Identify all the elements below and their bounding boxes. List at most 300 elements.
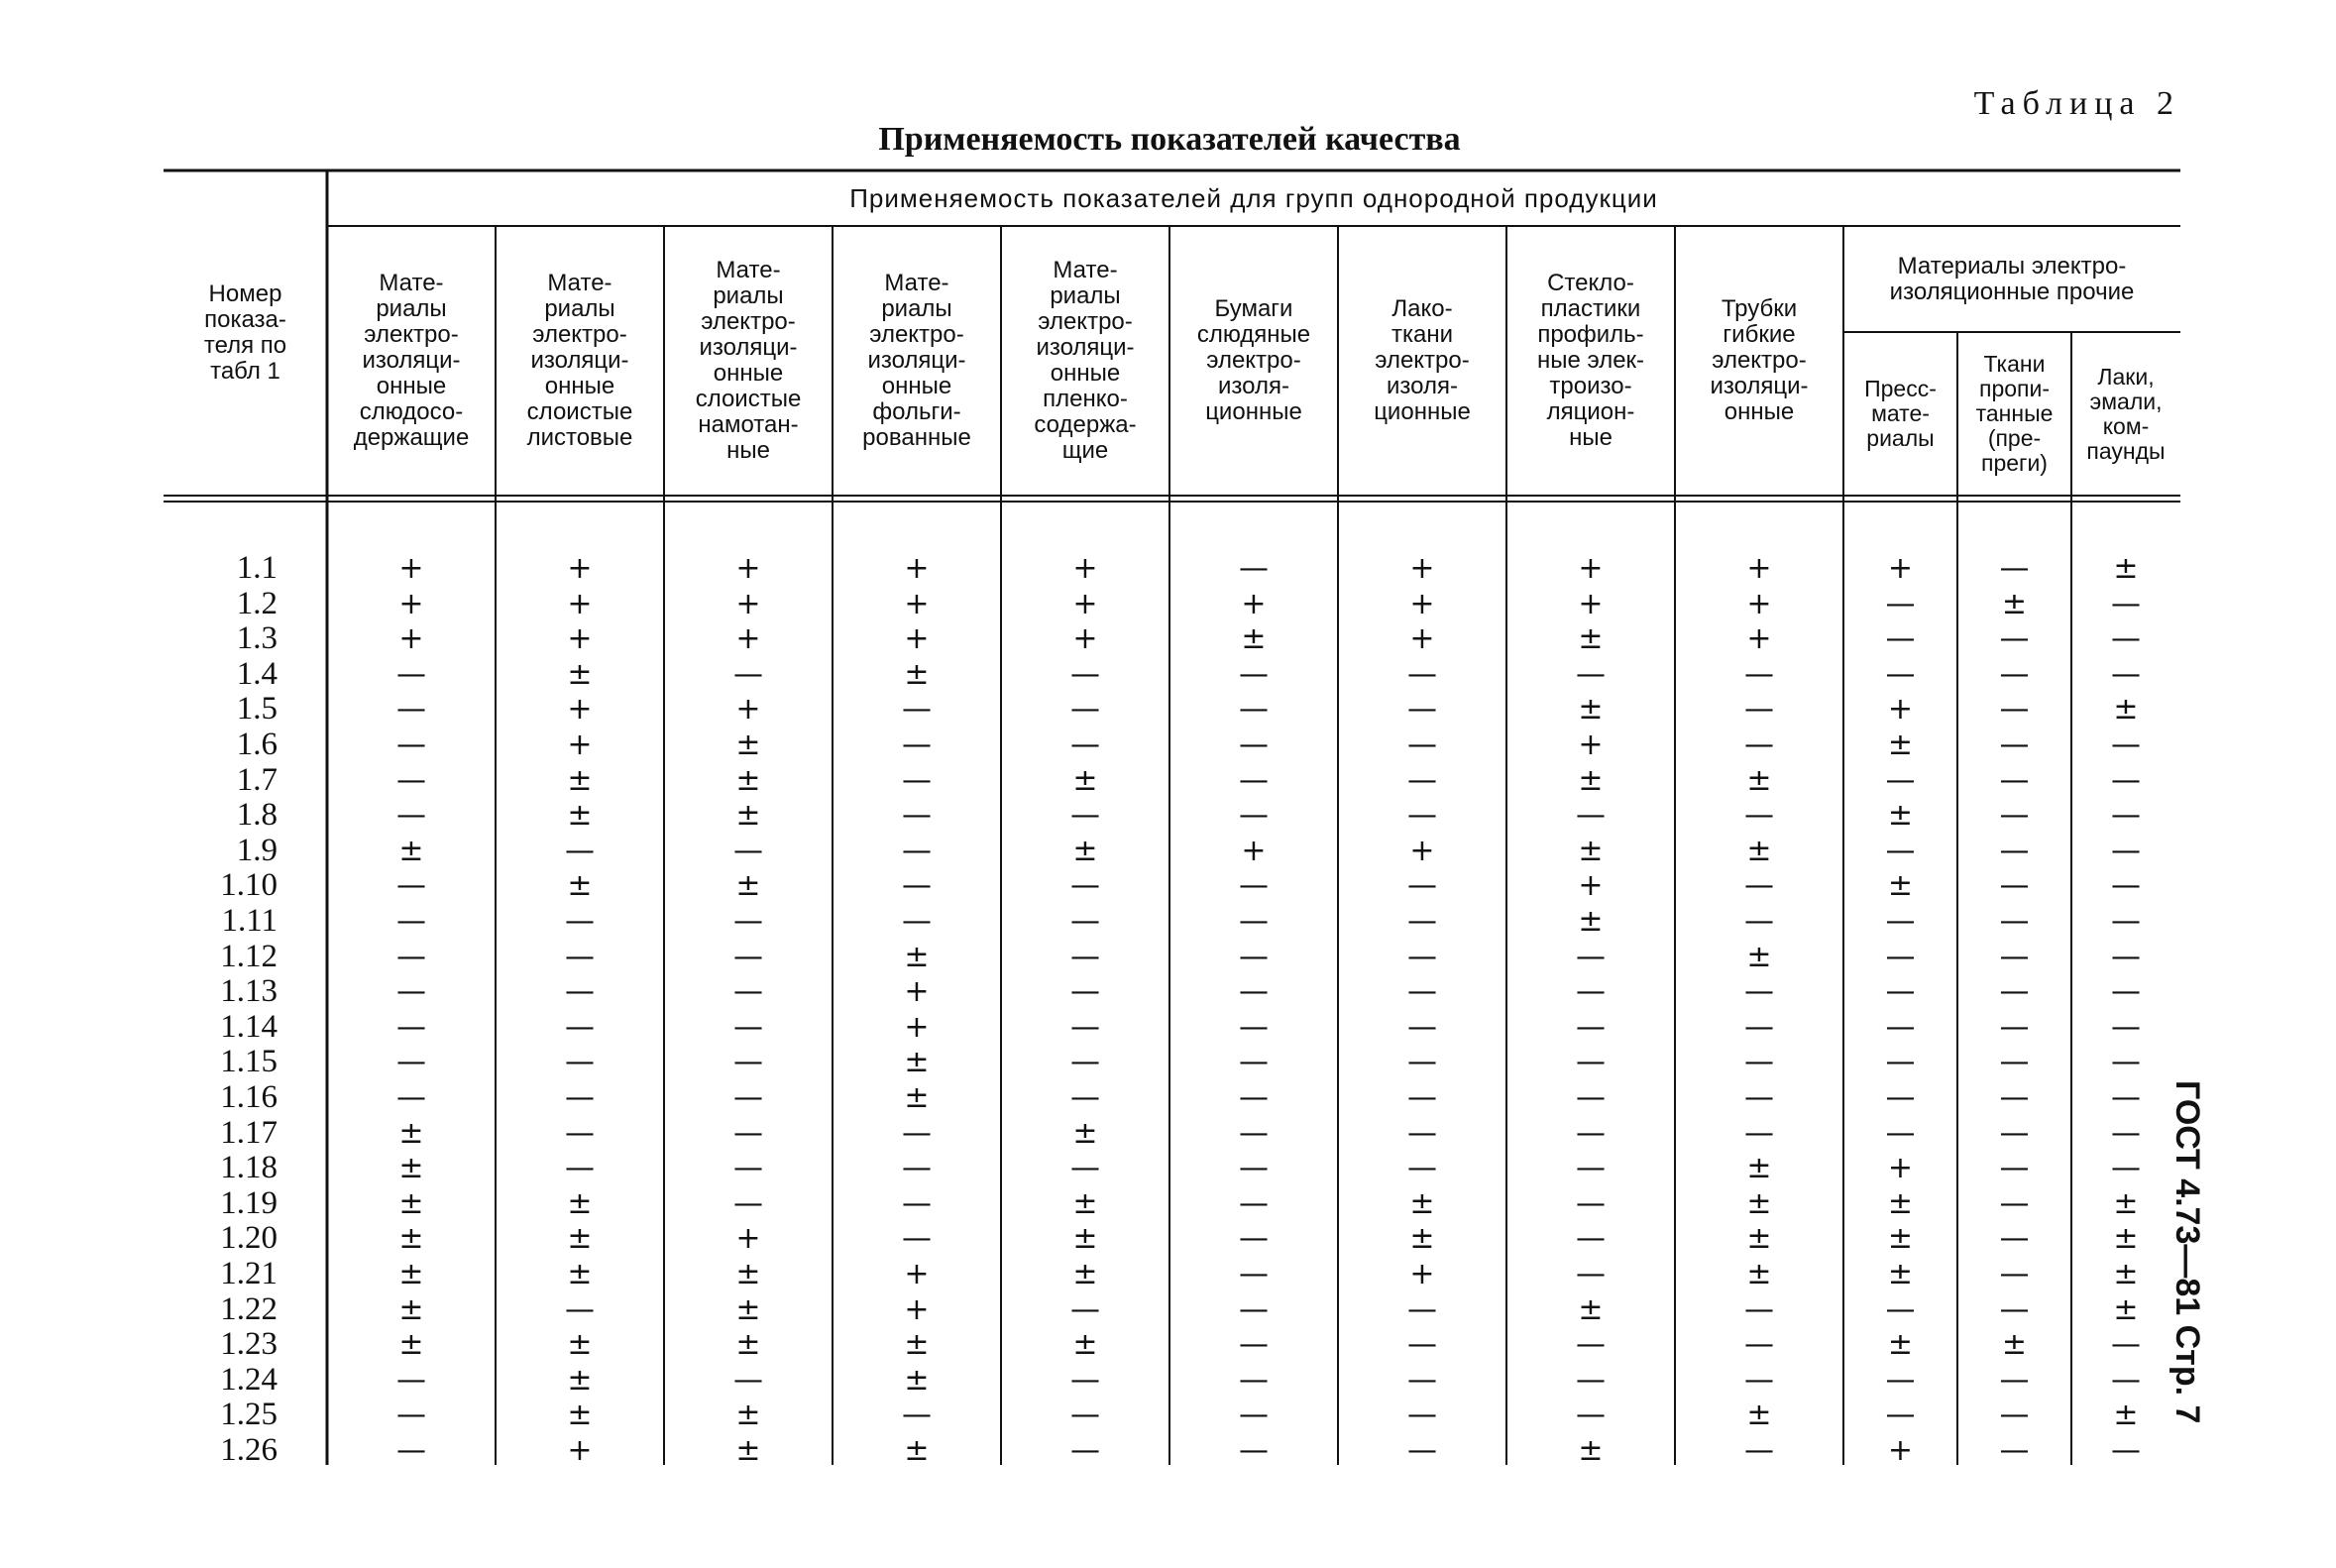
applicability-cell: — xyxy=(1070,1045,1100,1080)
applicability-cell: ± xyxy=(1578,904,1604,939)
applicability-cell: — xyxy=(1239,1080,1269,1115)
applicability-cell: + xyxy=(1072,551,1098,586)
applicability-cell: — xyxy=(1885,586,1916,621)
applicability-cell: — xyxy=(396,798,426,834)
applicability-cell: + xyxy=(1072,586,1098,621)
applicability-cell: — xyxy=(1070,868,1100,904)
applicability-cell: — xyxy=(2111,728,2141,762)
applicability-cell: — xyxy=(1999,833,2030,868)
applicability-cell: ± xyxy=(1746,1221,1772,1257)
applicability-cell: ± xyxy=(1887,798,1914,834)
header-column-12: Лаки, эмали, ком- паунды xyxy=(2086,363,2166,464)
row-indicator-number: 1.14 xyxy=(220,1008,278,1045)
applicability-cell: + xyxy=(904,551,930,586)
applicability-cell: — xyxy=(1744,904,1774,939)
applicability-cell: — xyxy=(396,692,426,728)
row-indicator-number: 1.2 xyxy=(236,585,278,621)
applicability-cell: — xyxy=(902,1185,932,1221)
applicability-cell: — xyxy=(1576,1080,1606,1115)
applicability-cell: — xyxy=(565,1080,595,1115)
header-column-3: Мате- риалы электро- изоляци- онные слоистые намотан- ные xyxy=(695,257,802,464)
applicability-cell: — xyxy=(1407,728,1437,762)
applicability-cell: ± xyxy=(567,656,593,692)
applicability-cell: — xyxy=(565,939,595,974)
applicability-cell: — xyxy=(1407,1009,1437,1045)
applicability-cell: ± xyxy=(735,798,761,834)
applicability-cell: — xyxy=(1239,1291,1269,1327)
applicability-cell: — xyxy=(902,833,932,868)
applicability-cell: ± xyxy=(735,1291,761,1327)
row-indicator-number: 1.25 xyxy=(220,1397,278,1433)
applicability-cell: — xyxy=(1999,551,2030,586)
applicability-cell: — xyxy=(1999,692,2030,728)
applicability-cell: — xyxy=(1070,656,1100,692)
applicability-cell: — xyxy=(902,1115,932,1151)
applicability-cell: + xyxy=(1241,833,1267,868)
applicability-cell: — xyxy=(902,1398,932,1433)
applicability-cell: — xyxy=(1999,1115,2030,1151)
applicability-cell: — xyxy=(902,798,932,834)
applicability-cell: ± xyxy=(567,1221,593,1257)
applicability-cell: ± xyxy=(1072,1185,1098,1221)
applicability-cell: ± xyxy=(2113,1185,2139,1221)
applicability-cell: — xyxy=(565,1045,595,1080)
row-indicator-number: 1.15 xyxy=(220,1044,278,1080)
applicability-cell: — xyxy=(733,1185,763,1221)
applicability-cell: ± xyxy=(2113,551,2139,586)
applicability-cell: — xyxy=(1576,1045,1606,1080)
applicability-cell: ± xyxy=(1887,1257,1914,1291)
applicability-cell: — xyxy=(1407,868,1437,904)
applicability-cell: — xyxy=(1407,939,1437,974)
applicability-cell: — xyxy=(1407,1433,1437,1468)
applicability-cell: — xyxy=(1999,939,2030,974)
applicability-cell: — xyxy=(1407,974,1437,1010)
applicability-cell: — xyxy=(1407,1115,1437,1151)
applicability-cell: — xyxy=(1070,1291,1100,1327)
applicability-cell: — xyxy=(733,1080,763,1115)
applicability-cell: — xyxy=(1885,621,1916,657)
applicability-cell: — xyxy=(1999,904,2030,939)
applicability-cell: — xyxy=(1999,1362,2030,1398)
applicability-cell: ± xyxy=(1887,1221,1914,1257)
applicability-cell: + xyxy=(735,1221,761,1257)
applicability-cell: + xyxy=(567,1433,593,1468)
applicability-cell: + xyxy=(904,1009,930,1045)
applicability-cell: — xyxy=(1999,868,2030,904)
applicability-cell: ± xyxy=(567,868,593,904)
applicability-cell: — xyxy=(1407,1151,1437,1186)
applicability-cell: — xyxy=(396,1045,426,1080)
applicability-cell: — xyxy=(396,1362,426,1398)
applicability-cell: — xyxy=(1885,1291,1916,1327)
applicability-cell: — xyxy=(1999,1257,2030,1291)
applicability-cell: + xyxy=(567,586,593,621)
applicability-cell: ± xyxy=(398,1327,424,1363)
applicability-cell: — xyxy=(902,762,932,798)
applicability-cell: — xyxy=(1407,1291,1437,1327)
applicability-cell: + xyxy=(398,551,424,586)
applicability-cell: — xyxy=(1744,692,1774,728)
applicability-cell: ± xyxy=(1072,1221,1098,1257)
applicability-cell: ± xyxy=(1578,692,1604,728)
applicability-cell: + xyxy=(1241,586,1267,621)
applicability-cell: ± xyxy=(1887,1327,1914,1363)
applicability-cell: — xyxy=(1999,1398,2030,1433)
applicability-cell: ± xyxy=(567,1257,593,1291)
applicability-cell: + xyxy=(1409,833,1435,868)
applicability-cell: — xyxy=(1576,939,1606,974)
applicability-cell: — xyxy=(733,656,763,692)
applicability-cell: ± xyxy=(1746,1151,1772,1186)
applicability-cell: — xyxy=(1407,904,1437,939)
applicability-cell: — xyxy=(1576,1362,1606,1398)
applicability-cell: + xyxy=(735,586,761,621)
applicability-cell: — xyxy=(1239,1433,1269,1468)
applicability-cell: ± xyxy=(1746,939,1772,974)
applicability-cell: — xyxy=(1070,904,1100,939)
applicability-cell: — xyxy=(1885,974,1916,1010)
row-indicator-number: 1.3 xyxy=(236,620,278,657)
applicability-cell: + xyxy=(735,551,761,586)
applicability-cell: ± xyxy=(567,798,593,834)
applicability-cell: + xyxy=(1409,1257,1435,1291)
applicability-cell: — xyxy=(1885,939,1916,974)
applicability-cell: — xyxy=(1070,939,1100,974)
row-indicator-number: 1.22 xyxy=(220,1290,278,1327)
applicability-cell: — xyxy=(1744,1115,1774,1151)
applicability-cell: ± xyxy=(2113,1398,2139,1433)
applicability-cell: — xyxy=(1407,1398,1437,1433)
applicability-cell: — xyxy=(2111,656,2141,692)
header-column-6: Бумаги слюдяные электро- изоля- ционные xyxy=(1196,295,1311,425)
applicability-cell: ± xyxy=(398,1221,424,1257)
applicability-cell: — xyxy=(1999,974,2030,1010)
applicability-cell: — xyxy=(2111,1080,2141,1115)
applicability-cell: — xyxy=(1239,1398,1269,1433)
applicability-cell: + xyxy=(567,621,593,657)
applicability-cell: — xyxy=(1744,728,1774,762)
row-indicator-number: 1.26 xyxy=(220,1432,278,1468)
applicability-cell: + xyxy=(1887,1433,1914,1468)
applicability-cell: + xyxy=(904,1257,930,1291)
row-indicator-number: 1.12 xyxy=(220,938,278,974)
applicability-cell: ± xyxy=(1887,868,1914,904)
applicability-cell: — xyxy=(396,762,426,798)
applicability-cell: — xyxy=(1999,1151,2030,1186)
applicability-cell: ± xyxy=(735,762,761,798)
applicability-cell: ± xyxy=(1746,1257,1772,1291)
applicability-cell: + xyxy=(1578,868,1604,904)
applicability-cell: ± xyxy=(567,1398,593,1433)
applicability-cell: — xyxy=(396,656,426,692)
applicability-cell: — xyxy=(565,833,595,868)
applicability-cell: — xyxy=(565,974,595,1010)
applicability-cell: ± xyxy=(1746,762,1772,798)
applicability-cell: + xyxy=(1409,586,1435,621)
applicability-cell: ± xyxy=(1578,1291,1604,1327)
applicability-cell: — xyxy=(1070,1362,1100,1398)
applicability-cell: ± xyxy=(1578,621,1604,657)
applicability-cell: ± xyxy=(1072,762,1098,798)
applicability-cell: — xyxy=(2111,974,2141,1010)
applicability-cell: — xyxy=(1239,1185,1269,1221)
applicability-cell: — xyxy=(396,1433,426,1468)
applicability-cell: — xyxy=(733,974,763,1010)
applicability-cell: ± xyxy=(1072,1257,1098,1291)
table-title: Применяемость показателей качества xyxy=(878,121,1461,158)
applicability-cell: — xyxy=(1576,1151,1606,1186)
applicability-cell: — xyxy=(1999,1045,2030,1080)
applicability-cell: — xyxy=(733,1115,763,1151)
applicability-cell: — xyxy=(2111,1009,2141,1045)
row-indicator-number: 1.9 xyxy=(236,832,278,868)
applicability-cell: ± xyxy=(1072,833,1098,868)
header-column-8: Стекло- пластики профиль- ные элек- троизо- ляцион- ные xyxy=(1536,270,1645,451)
applicability-cell: + xyxy=(1746,586,1772,621)
applicability-cell: — xyxy=(1744,1433,1774,1468)
applicability-cell: ± xyxy=(567,1327,593,1363)
applicability-cell: — xyxy=(1407,656,1437,692)
applicability-cell: — xyxy=(1999,728,2030,762)
applicability-cell: ± xyxy=(1578,833,1604,868)
applicability-cell: — xyxy=(1999,1221,2030,1257)
applicability-cell: + xyxy=(904,586,930,621)
applicability-cell: — xyxy=(2111,868,2141,904)
row-indicator-number: 1.10 xyxy=(220,867,278,904)
row-indicator-number: 1.24 xyxy=(220,1361,278,1398)
applicability-cell: — xyxy=(396,1009,426,1045)
applicability-cell: ± xyxy=(398,1115,424,1151)
applicability-cell: — xyxy=(565,1291,595,1327)
applicability-cell: — xyxy=(1744,868,1774,904)
applicability-cell: ± xyxy=(735,728,761,762)
row-indicator-number: 1.16 xyxy=(220,1079,278,1115)
applicability-cell: — xyxy=(902,1221,932,1257)
applicability-cell: — xyxy=(1407,692,1437,728)
document-id: ГОСТ 4.73—81 Стр. 7 xyxy=(2169,1080,2206,1424)
applicability-cell: — xyxy=(1744,798,1774,834)
applicability-cell: + xyxy=(904,974,930,1010)
applicability-cell: — xyxy=(1239,656,1269,692)
row-indicator-number: 1.23 xyxy=(220,1326,278,1363)
applicability-cell: + xyxy=(1578,728,1604,762)
applicability-cell: — xyxy=(1885,1115,1916,1151)
applicability-cell: — xyxy=(1239,939,1269,974)
applicability-cell: — xyxy=(1239,551,1269,586)
row-indicator-number: 1.21 xyxy=(220,1256,278,1291)
applicability-cell: — xyxy=(1744,1045,1774,1080)
applicability-cell: — xyxy=(1239,728,1269,762)
applicability-cell: — xyxy=(1239,798,1269,834)
row-indicator-number: 1.17 xyxy=(220,1114,278,1151)
header-column-9: Трубки гибкие электро- изоляци- онные xyxy=(1710,295,1809,425)
applicability-cell: — xyxy=(1070,974,1100,1010)
applicability-cell: + xyxy=(567,728,593,762)
applicability-cell: + xyxy=(1887,1151,1914,1186)
applicability-cell: ± xyxy=(2113,1257,2139,1291)
applicability-cell: — xyxy=(1239,1045,1269,1080)
applicability-cell: — xyxy=(1744,974,1774,1010)
applicability-cell: — xyxy=(1070,1009,1100,1045)
applicability-cell: — xyxy=(2111,1327,2141,1363)
applicability-cell: ± xyxy=(735,868,761,904)
row-indicator-number: 1.6 xyxy=(236,727,278,762)
header-indicator-number: Номер показа- теля по табл 1 xyxy=(203,280,287,385)
applicability-cell: — xyxy=(1239,1009,1269,1045)
applicability-cell: — xyxy=(733,904,763,939)
applicability-cell: — xyxy=(1885,1398,1916,1433)
applicability-cell: ± xyxy=(1072,1115,1098,1151)
applicability-cell: — xyxy=(1885,833,1916,868)
applicability-cell: — xyxy=(733,833,763,868)
applicability-cell: + xyxy=(1409,551,1435,586)
applicability-cell: — xyxy=(1239,1221,1269,1257)
applicability-cell: + xyxy=(567,551,593,586)
applicability-cell: — xyxy=(1999,1080,2030,1115)
applicability-cell: ± xyxy=(904,1327,930,1363)
applicability-cell: — xyxy=(1999,1291,2030,1327)
applicability-cell: ± xyxy=(904,1433,930,1468)
applicability-cell: — xyxy=(1999,1185,2030,1221)
applicability-cell: — xyxy=(565,1151,595,1186)
applicability-cell: — xyxy=(1239,1362,1269,1398)
applicability-cell: — xyxy=(1576,1115,1606,1151)
applicability-cell: — xyxy=(1239,904,1269,939)
applicability-cell: ± xyxy=(2113,692,2139,728)
applicability-cell: — xyxy=(1885,1045,1916,1080)
applicability-cell: ± xyxy=(1072,1327,1098,1363)
applicability-cell: — xyxy=(1407,1327,1437,1363)
applicability-cell: + xyxy=(904,621,930,657)
applicability-cell: — xyxy=(1744,1327,1774,1363)
applicability-cell: ± xyxy=(567,1185,593,1221)
applicability-cell: ± xyxy=(2113,1291,2139,1327)
applicability-cell: ± xyxy=(1887,728,1914,762)
applicability-cell: — xyxy=(2111,1115,2141,1151)
applicability-cell: — xyxy=(1885,1009,1916,1045)
applicability-cell: — xyxy=(396,904,426,939)
row-indicator-number: 1.4 xyxy=(236,655,278,692)
applicability-cell: — xyxy=(1576,656,1606,692)
applicability-cell: ± xyxy=(904,939,930,974)
applicability-cell: + xyxy=(398,621,424,657)
applicability-cell: — xyxy=(1744,1009,1774,1045)
applicability-cell: — xyxy=(733,1362,763,1398)
table-number: Таблица 2 xyxy=(1973,85,2180,122)
applicability-cell: — xyxy=(1999,1009,2030,1045)
applicability-cell: + xyxy=(735,621,761,657)
applicability-cell: — xyxy=(1885,1362,1916,1398)
applicability-cell: — xyxy=(1576,1185,1606,1221)
applicability-cell: — xyxy=(902,1151,932,1186)
header-column-11: Ткани пропи- танные (пре- преги) xyxy=(1975,351,2054,476)
applicability-cell: — xyxy=(2111,1151,2141,1186)
applicability-cell: — xyxy=(1407,1045,1437,1080)
applicability-cell: — xyxy=(1239,1327,1269,1363)
applicability-cell: — xyxy=(1239,1115,1269,1151)
applicability-cell: — xyxy=(1070,728,1100,762)
applicability-cell: — xyxy=(396,728,426,762)
applicability-cell: ± xyxy=(904,1080,930,1115)
row-indicator-number: 1.1 xyxy=(236,550,278,586)
applicability-cell: — xyxy=(1576,1221,1606,1257)
applicability-cell: ± xyxy=(904,1362,930,1398)
applicability-cell: ± xyxy=(567,762,593,798)
applicability-cell: — xyxy=(1999,798,2030,834)
applicability-cell: — xyxy=(902,868,932,904)
applicability-cell: ± xyxy=(2113,1221,2139,1257)
applicability-cell: — xyxy=(1744,1291,1774,1327)
header-subgroup-other: Материалы электро- изоляционные прочие xyxy=(1889,252,2135,305)
applicability-cell: — xyxy=(1744,656,1774,692)
applicability-cell: — xyxy=(1576,1327,1606,1363)
applicability-cell: + xyxy=(904,1291,930,1327)
applicability-cell: — xyxy=(1885,1080,1916,1115)
applicability-cell: — xyxy=(1407,1362,1437,1398)
applicability-cell: — xyxy=(733,1045,763,1080)
applicability-cell: — xyxy=(396,939,426,974)
applicability-cell: + xyxy=(1072,621,1098,657)
applicability-cell: ± xyxy=(2001,1327,2028,1363)
applicability-cell: ± xyxy=(735,1398,761,1433)
applicability-cell: ± xyxy=(1409,1185,1435,1221)
applicability-cell: — xyxy=(565,1115,595,1151)
applicability-cell: + xyxy=(1746,551,1772,586)
applicability-cell: — xyxy=(1239,1151,1269,1186)
applicability-cell: — xyxy=(1885,656,1916,692)
applicability-cell: + xyxy=(1887,551,1914,586)
applicability-cell: — xyxy=(902,904,932,939)
header-column-7: Лако- ткани электро- изоля- ционные xyxy=(1374,295,1471,425)
applicability-cell: — xyxy=(1407,1080,1437,1115)
applicability-cell: — xyxy=(565,904,595,939)
applicability-cell: + xyxy=(735,692,761,728)
applicability-cell: — xyxy=(2111,1362,2141,1398)
row-indicator-number: 1.19 xyxy=(220,1184,278,1221)
applicability-cell: ± xyxy=(2001,586,2028,621)
applicability-cell: — xyxy=(2111,1045,2141,1080)
applicability-cell: — xyxy=(2111,586,2141,621)
applicability-cell: — xyxy=(1239,1257,1269,1291)
applicability-cell: — xyxy=(2111,762,2141,798)
applicability-cell: — xyxy=(1070,692,1100,728)
header-group-title: Применяемость показателей для групп однородной продукции xyxy=(849,183,1658,213)
row-indicator-number: 1.11 xyxy=(221,903,278,939)
applicability-cell: — xyxy=(2111,798,2141,834)
applicability-cell: — xyxy=(1239,868,1269,904)
applicability-cell: — xyxy=(1070,1433,1100,1468)
applicability-cell: — xyxy=(1576,1257,1606,1291)
applicability-cell: ± xyxy=(567,1362,593,1398)
applicability-cell: — xyxy=(902,728,932,762)
applicability-cell: — xyxy=(1885,904,1916,939)
row-indicator-number: 1.18 xyxy=(220,1150,278,1186)
applicability-cell: + xyxy=(1409,621,1435,657)
applicability-cell: — xyxy=(1576,1398,1606,1433)
applicability-cell: — xyxy=(565,1009,595,1045)
applicability-cell: ± xyxy=(1746,1398,1772,1433)
applicability-cell: ± xyxy=(1746,1185,1772,1221)
applicability-cell: — xyxy=(2111,833,2141,868)
applicability-cell: — xyxy=(902,692,932,728)
applicability-cell: ± xyxy=(1887,1185,1914,1221)
applicability-cell: ± xyxy=(1409,1221,1435,1257)
applicability-cell: — xyxy=(1239,762,1269,798)
applicability-cell: — xyxy=(1070,1151,1100,1186)
applicability-cell: ± xyxy=(904,1045,930,1080)
applicability-cell: + xyxy=(398,586,424,621)
